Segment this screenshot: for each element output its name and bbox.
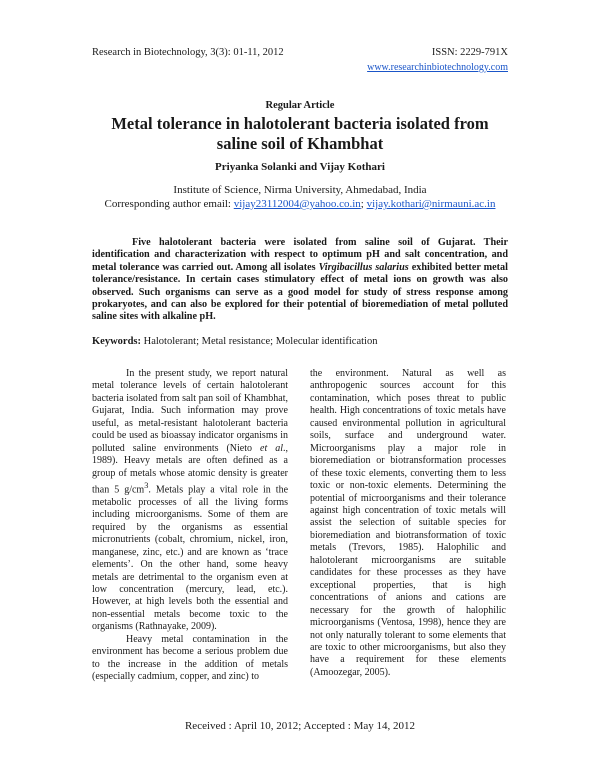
email-link-yahoo[interactable]: vijay23112004@yahoo.co.in: [233, 198, 361, 210]
abstract: [92, 237, 508, 324]
issn-number: ISSN: 2229-791X: [431, 47, 508, 58]
body-text: . Metals play a vital role in the metabolic processes of all the living forms including microorganisms. Some of them are required by the organisms as essential micronutrients (cobalt, chromium, nickel, iron, manganese, zinc, etc.) and are known as ‘trace elements’. On the other hand, some heavy metals are detrimental to the organism even at low concentration (mercury, lead, etc.). However, at high levels both the essential and non-essential metals become toxic to the organisms (Rathnayake, 2009).: [92, 484, 289, 633]
keywords: [92, 336, 377, 347]
journal-citation: Research in Biotechnology, 3(3): 01-11, 2012: [92, 47, 284, 58]
journal-website-link[interactable]: www.researchinbiotechnology.com: [367, 62, 508, 73]
keywords-text: Halotolerant; Metal resistance; Molecular identification: [141, 336, 378, 347]
keywords-label: Keywords:: [92, 336, 141, 347]
et-al-italic: et al: [260, 442, 283, 454]
body-column-left: [92, 368, 288, 684]
article-title: Metal tolerance in halotolerant bacteria isolated from saline soil of Khambhat: [111, 114, 489, 153]
received-accepted-dates: Received : April 10, 2012; Accepted : May 14, 2012: [184, 720, 416, 732]
species-name: Virgibacillus salarius: [318, 261, 409, 273]
corresponding-label: Corresponding author email:: [104, 198, 231, 210]
superscript: 3: [144, 481, 149, 491]
corresponding-author: [0, 198, 600, 210]
article-category: Regular Article: [265, 100, 335, 111]
body-text: In the present study, we report natural metal tolerance levels of certain halotolerant bacteria isolated from salt pan soil of Khambhat, Gujarat, India. Such information may prove useful, as metal-resistant halotolerant bacteria could be used as bioassay indicator organisms in polluted saline environments (Nieto: [92, 368, 288, 454]
body-paragraph: Heavy metal contamination in the environment has become a serious problem due to the increase in the addition of metals (especially cadmium, copper, and zinc) to: [92, 633, 288, 683]
abstract-text-2: exhibited better metal tolerance/resistance. In certain cases stimulatory effect of metal ions on growth was also observed. Such organisms can serve as a good model for study of stress response among prokaryotes, and can also be explored for their potential of bioremediation of metal polluted saline sites with alkaline pH.: [92, 261, 508, 323]
email-link-nirma[interactable]: vijay.kothari@nirmauni.ac.in: [366, 198, 496, 210]
abstract-text-1: Five halotolerant bacteria were isolated from saline soil of Gujarat. Their identification and characterization with respect to optimum pH and salt concentration, and metal tolerance was carried out. Among all isolates: [92, 237, 508, 273]
body-paragraph: the environment. Natural as well as anthropogenic sources account for this contamination, which poses threat to public health. High concentrations of toxic metals have caused environmental pollution in agricultural soils, surface and underground water. Microorganisms play a major role in bioremediation or biotransformation processes of these toxic elements, converting them to less toxic or non-toxic elements. Determining the potential of microorganisms and their tolerance against high concentration of toxic metals will assist the selection of suitable species for bioremediation and biotransformation of toxic metals (Trevors, 1985). Halophilic and halotolerant microorganisms are suitable candidates for these processes as they have exceptional properties, that is high concentrations of anions and cations are necessary for the growth of halophilic microorganisms (Ventosa, 1998), hence they are not only naturally tolerant to some elements that are toxic to other microorganisms, but also they have a requirement for these elements (Amoozegar, 2005).: [310, 368, 506, 678]
body-paragraph: [92, 368, 288, 634]
affiliation: Institute of Science, Nirma University, Ahmedabad, India: [173, 184, 427, 196]
author-list: Priyanka Solanki and Vijay Kothari: [215, 161, 385, 173]
body-text: ., 1989). Heavy metals are often defined as a group of metals whose atomic density is greater than 5 g/cm: [92, 442, 288, 496]
email-separator: ;: [360, 198, 364, 210]
body-column-right: [310, 368, 506, 679]
